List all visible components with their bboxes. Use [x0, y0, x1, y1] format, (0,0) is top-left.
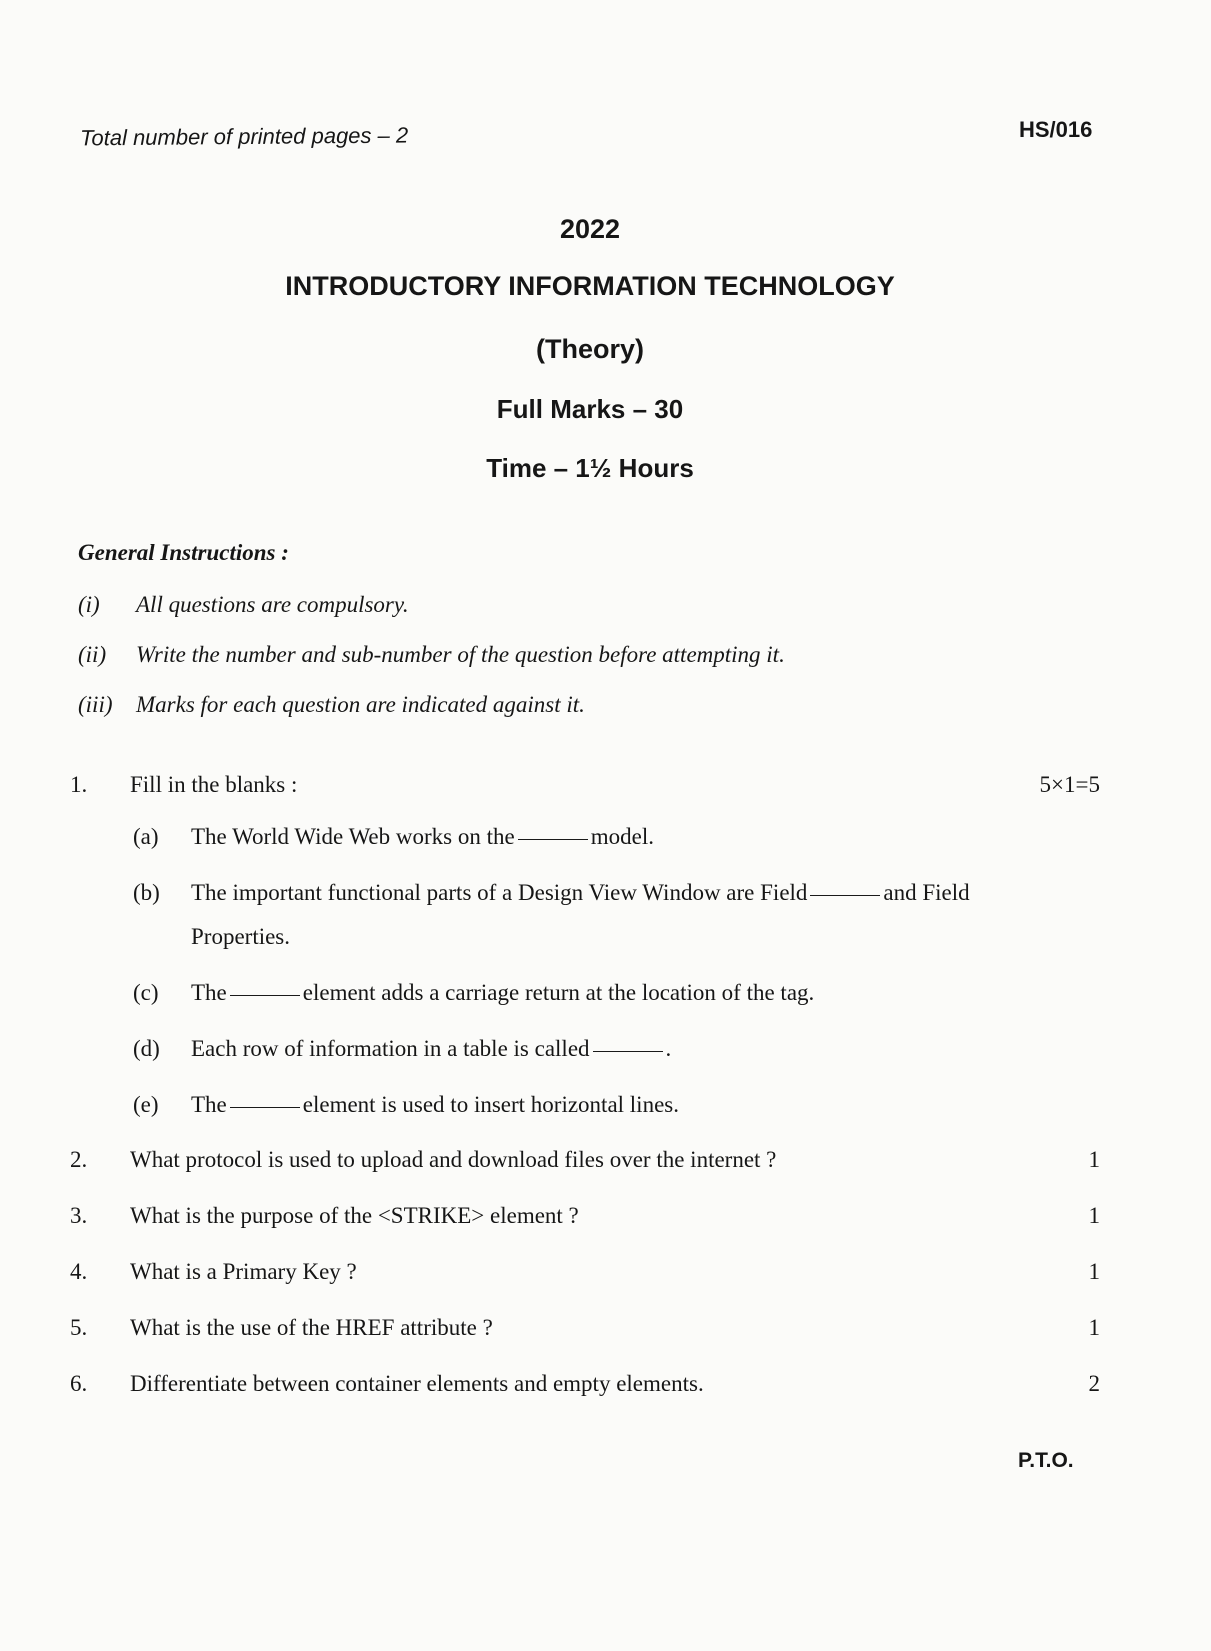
question-number: 3.	[70, 1203, 88, 1228]
paper-type: (Theory)	[536, 334, 644, 364]
text-after-blank: and Field	[883, 880, 970, 905]
subject-title: INTRODUCTORY INFORMATION TECHNOLOGY	[285, 271, 895, 301]
paper-code: HS/016	[1019, 117, 1093, 142]
question-text: What is a Primary Key ?	[130, 1259, 357, 1284]
text-before-blank: The	[191, 1092, 227, 1117]
instructions-heading: General Instructions :	[78, 540, 289, 565]
full-marks: Full Marks – 30	[496, 394, 684, 424]
answer-blank	[810, 895, 880, 896]
answer-blank	[230, 1107, 300, 1108]
instruction-text: All questions are compulsory.	[136, 592, 409, 617]
please-turn-over: P.T.O.	[1018, 1449, 1074, 1472]
sub-question-text	[191, 1092, 679, 1118]
instruction-text: Marks for each question are indicated against it.	[136, 692, 585, 717]
text-before-blank: Each row of information in a table is called	[191, 1036, 590, 1061]
time-allowed: Time – 1½ Hours	[486, 453, 694, 483]
text-after-blank: element adds a carriage return at the location of the tag.	[302, 980, 815, 1005]
question-text: What protocol is used to upload and download files over the internet ?	[130, 1147, 777, 1172]
printed-pages-note: Total number of printed pages – 2	[79, 122, 409, 151]
text-before-blank: The	[191, 980, 227, 1005]
question-number: 4.	[70, 1259, 88, 1284]
question-marks: 5×1=5	[1039, 772, 1100, 797]
question-text: What is the use of the HREF attribute ?	[130, 1315, 493, 1340]
answer-blank	[593, 1051, 663, 1052]
sub-question-text	[191, 824, 654, 850]
answer-blank	[518, 839, 588, 840]
question-marks: 1	[1088, 1315, 1100, 1340]
instruction-number: (i)	[78, 592, 100, 617]
text-after-blank: element is used to insert horizontal lines.	[302, 1092, 679, 1117]
text-after-blank: .	[665, 1036, 672, 1061]
instruction-number: (ii)	[78, 642, 107, 667]
text-before-blank: The important functional parts of a Design View Window are Field	[191, 880, 808, 905]
exam-year: 2022	[559, 214, 621, 244]
question-number: 1.	[70, 772, 88, 797]
question-text: What is the purpose of the <STRIKE> element ?	[130, 1203, 579, 1228]
sub-question-continuation: Properties.	[191, 924, 291, 949]
question-number: 2.	[70, 1147, 88, 1172]
text-before-blank: The World Wide Web works on the	[191, 824, 515, 849]
sub-question-text	[191, 880, 970, 906]
instruction-text: Write the number and sub-number of the question before attempting it.	[136, 642, 785, 667]
instruction-number: (iii)	[78, 692, 113, 717]
question-marks: 1	[1088, 1147, 1100, 1172]
question-text: Fill in the blanks :	[130, 772, 298, 797]
question-number: 6.	[70, 1371, 88, 1396]
sub-question-number: (e)	[133, 1092, 159, 1117]
sub-question-text	[191, 980, 814, 1006]
question-text: Differentiate between container elements and empty elements.	[130, 1371, 704, 1396]
question-marks: 2	[1088, 1371, 1100, 1396]
sub-question-number: (d)	[133, 1036, 160, 1061]
text-after-blank: model.	[590, 824, 654, 849]
answer-blank	[230, 995, 300, 996]
sub-question-number: (a)	[133, 824, 159, 849]
question-number: 5.	[70, 1315, 88, 1340]
sub-question-number: (c)	[133, 980, 159, 1005]
sub-question-number: (b)	[133, 880, 160, 905]
sub-question-text	[191, 1036, 671, 1062]
question-marks: 1	[1088, 1259, 1100, 1284]
question-marks: 1	[1088, 1203, 1100, 1228]
